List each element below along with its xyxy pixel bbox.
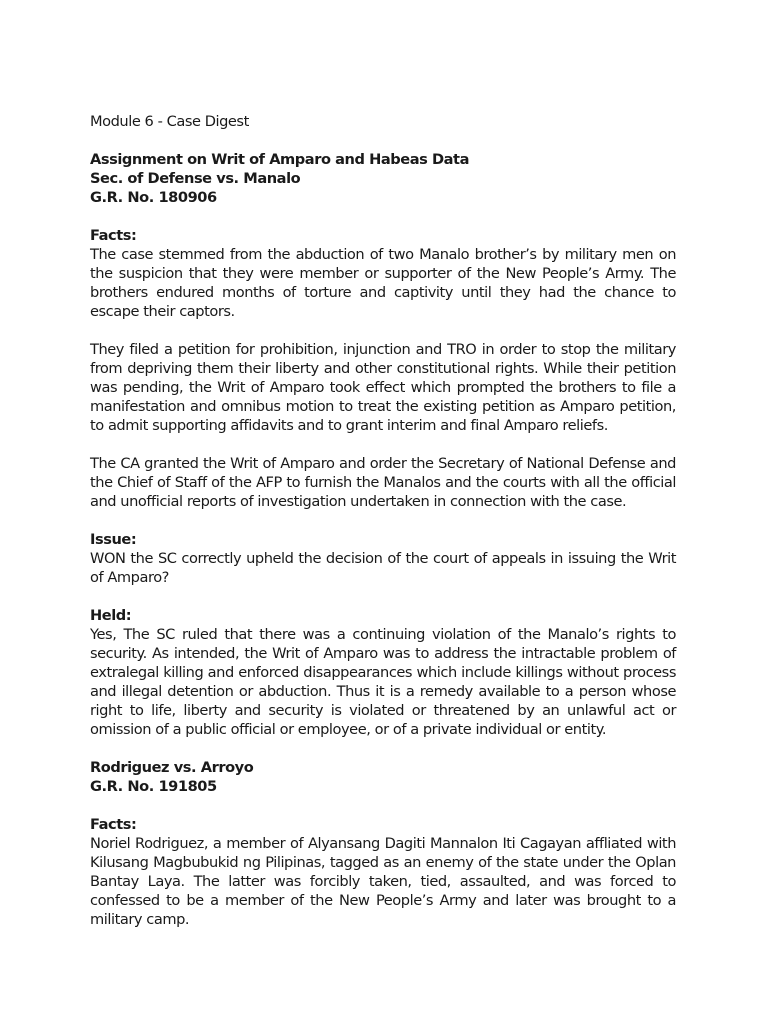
case2-facts-text: Noriel Rodriguez, a member of Alyansang Dagiti Mannalon Iti Cagayan affliated with Kilusang Magbubukid ng Pilipinas, tagged as an enemy of the state under the Oplan Bantay Laya. The latter was forcibly taken, tied, assaulted, and was forced to confessed to be a member of the New People’s Army and later was brought to a military camp. bbox=[90, 835, 676, 928]
case2-title-block bbox=[90, 758, 676, 796]
case1-issue-text: WON the SC correctly upheld the decision of the court of appeals in issuing the Writ of Amparo? bbox=[90, 550, 676, 586]
case2-name: Rodriguez vs. Arroyo bbox=[90, 759, 254, 776]
case1-name: Sec. of Defense vs. Manalo bbox=[90, 170, 301, 187]
case1-issue-heading: Issue: bbox=[90, 531, 137, 548]
case1-held-heading: Held: bbox=[90, 607, 132, 624]
case1-facts-heading: Facts: bbox=[90, 227, 137, 244]
module-line: Module 6 - Case Digest bbox=[90, 113, 249, 130]
assignment-title: Assignment on Writ of Amparo and Habeas Data bbox=[90, 151, 469, 168]
case1-held-text: Yes, The SC ruled that there was a continuing violation of the Manalo’s rights to security. As intended, the Writ of Amparo was to address the intractable problem of extralegal killing and enforced disappearances which include killings without process and illegal detention or abduction. Thus it is a remedy available to a person whose right to life, liberty and security is violated or threatened by an unlawful act or omission of a public official or employee, or of a private individual or entity. bbox=[90, 626, 676, 738]
case1-gr-number: G.R. No. 180906 bbox=[90, 189, 217, 206]
case1-facts-paragraph-1: The case stemmed from the abduction of two Manalo brother’s by military men on the suspicion that they were member or supporter of the New People’s Army. The brothers endured months of torture and captivity until they had the chance to escape their captors. bbox=[90, 246, 676, 320]
document-page bbox=[90, 112, 676, 929]
case2-gr-number: G.R. No. 191805 bbox=[90, 778, 217, 795]
case1-facts-paragraph-2: They filed a petition for prohibition, injunction and TRO in order to stop the military from depriving them their liberty and other constitutional rights. While their petition was pending, the Writ of Amparo took effect which prompted the brothers to file a manifestation and omnibus motion to treat the existing petition as Amparo petition, to admit supporting affidavits and to grant interim and final Amparo reliefs. bbox=[90, 341, 676, 434]
case2-facts-heading: Facts: bbox=[90, 816, 137, 833]
case1-facts-paragraph-3: The CA granted the Writ of Amparo and order the Secretary of National Defense and the Chief of Staff of the AFP to furnish the Manalos and the courts with all the official and unofficial reports of investigation undertaken in connection with the case. bbox=[90, 455, 676, 510]
case1-title-block bbox=[90, 150, 676, 207]
